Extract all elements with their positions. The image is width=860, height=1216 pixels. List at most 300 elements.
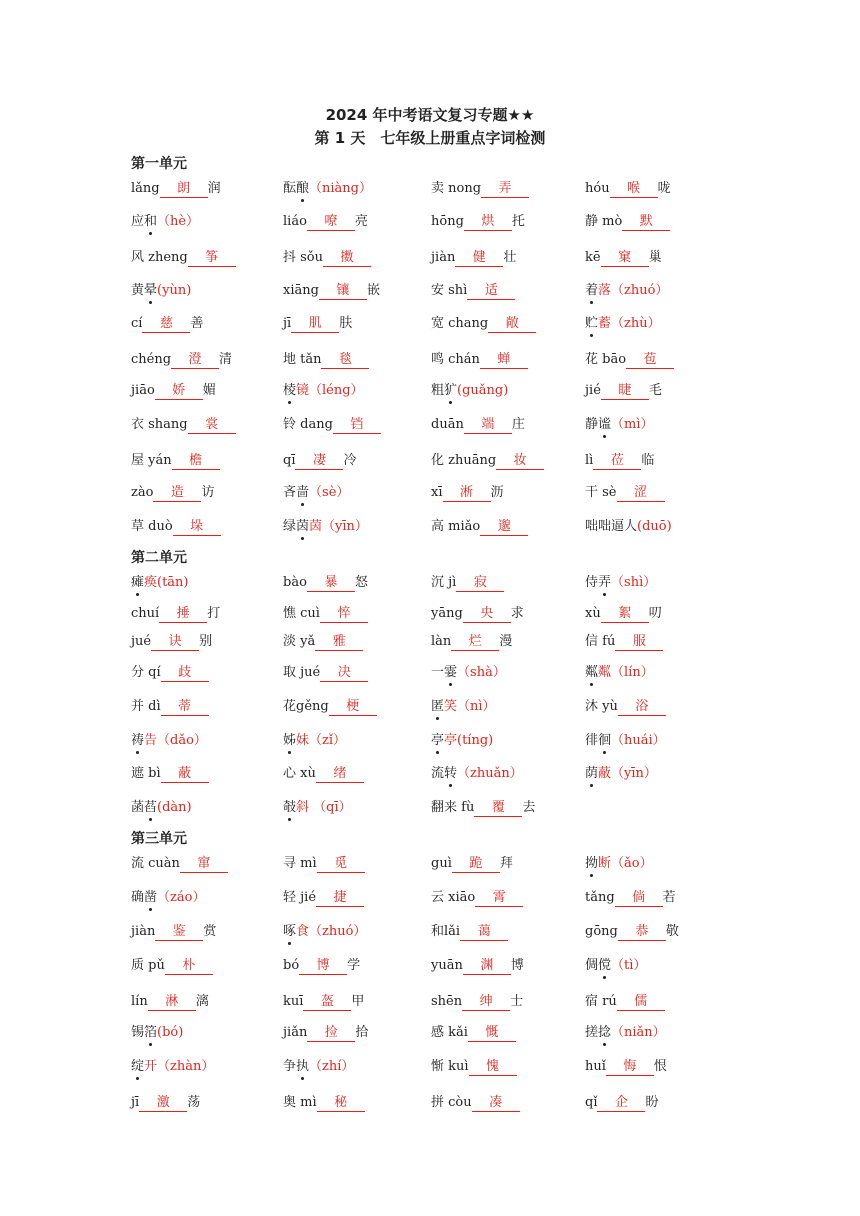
word-item <box>283 1092 365 1114</box>
word-item <box>131 696 209 718</box>
dotted-char: 姊 <box>283 730 296 752</box>
word-text: 媚 <box>202 383 216 398</box>
word-text: huǐ <box>585 1059 606 1074</box>
answer-blank: 喉 <box>610 180 658 198</box>
word-text: duān <box>431 417 464 432</box>
word-item <box>131 313 203 335</box>
pinyin-answer: (guǎng) <box>457 383 509 398</box>
word-item <box>131 211 199 233</box>
answer-blank: 檐 <box>172 452 220 470</box>
answer-blank: 端 <box>464 416 512 434</box>
word-item <box>431 763 523 785</box>
word-text: 漓 <box>195 994 209 1009</box>
word-row <box>0 572 860 594</box>
answer-blank: 弄 <box>481 180 529 198</box>
answer-blank: 鉴 <box>155 923 203 941</box>
word-text: 打 <box>207 606 221 621</box>
answer-blank: 铛 <box>333 416 381 434</box>
word-item <box>283 280 380 302</box>
word-row <box>0 1022 860 1044</box>
word-text: 和lǎi <box>431 924 461 939</box>
pinyin-answer: (duō) <box>637 519 672 534</box>
word-text: 分 qí <box>131 665 161 680</box>
answer-blank: 苞 <box>626 351 674 369</box>
answer-blank: 涩 <box>617 484 665 502</box>
word-text: 地 tǎn <box>283 352 322 367</box>
word-row <box>0 853 860 875</box>
word-text: 清 <box>219 352 233 367</box>
word-item <box>283 450 357 472</box>
word-text: 善 <box>190 316 204 331</box>
word-item <box>431 1056 517 1078</box>
section-heading: 第三单元 <box>131 831 187 847</box>
answer-blank: 儒 <box>617 993 665 1011</box>
word-item <box>131 662 209 684</box>
word-item <box>131 380 216 402</box>
pinyin-answer: 粼（lín） <box>598 665 654 680</box>
answer-blank: 服 <box>615 633 663 651</box>
dotted-char: 绽 <box>131 1056 144 1078</box>
word-text: jué <box>131 634 152 649</box>
section-heading: 第二单元 <box>131 550 187 566</box>
word-item <box>585 414 654 436</box>
word-row <box>0 516 860 538</box>
word-item <box>431 955 524 977</box>
word-text: lì <box>585 453 594 468</box>
answer-blank: 决 <box>320 664 368 682</box>
word-item <box>585 730 666 752</box>
word-text: 拼 còu <box>431 1095 472 1110</box>
word-text: 心 xù <box>283 766 316 781</box>
word-text: 博 <box>510 958 524 973</box>
word-text: 咄咄逼人 <box>585 519 638 534</box>
pinyin-answer: （zhí） <box>309 1059 355 1074</box>
word-item <box>131 414 236 436</box>
word-item <box>283 380 364 402</box>
word-item <box>431 730 493 752</box>
pinyin-answer: 断（ǎo） <box>598 856 653 871</box>
word-text: liáo <box>283 214 307 229</box>
word-text: lǎng <box>131 181 160 196</box>
word-item <box>131 763 209 785</box>
word-text: 惭 kuì <box>431 1059 469 1074</box>
word-text: 巢 <box>648 250 662 265</box>
answer-blank: 朴 <box>165 957 213 975</box>
answer-blank: 窠 <box>601 249 649 267</box>
dotted-char: 捻 <box>598 1022 611 1044</box>
word-item <box>431 414 525 436</box>
word-text: 铃 dang <box>283 417 333 432</box>
word-text: 花 bāo <box>585 352 627 367</box>
word-text: 肤 <box>339 316 353 331</box>
answer-blank: 邈 <box>480 518 528 536</box>
word-row <box>0 178 860 200</box>
word-text: 草 duò <box>131 519 173 534</box>
dotted-char: 瘫 <box>131 572 144 594</box>
word-text: 临 <box>641 453 655 468</box>
word-text: 黄 <box>131 283 145 298</box>
word-text: 壮 <box>503 250 517 265</box>
word-text: 赏 <box>203 924 217 939</box>
word-item <box>131 1022 183 1044</box>
word-text: tǎng <box>585 890 615 905</box>
word-item <box>585 631 663 653</box>
word-text: 沥 <box>490 485 504 500</box>
dotted-char: 着 <box>585 280 598 302</box>
word-text: 卖 nong <box>431 181 482 196</box>
word-text: 粗 <box>431 383 445 398</box>
word-item <box>585 955 646 977</box>
word-item <box>131 955 213 977</box>
word-item <box>585 763 657 785</box>
word-item <box>585 247 662 269</box>
pinyin-answer: （zhuǎn） <box>457 766 523 781</box>
word-text: hōng <box>431 214 464 229</box>
dotted-char: 执 <box>296 1056 309 1078</box>
word-row <box>0 1056 860 1078</box>
word-text: 鸣 chán <box>431 352 480 367</box>
word-item <box>283 955 360 977</box>
word-item <box>431 991 523 1013</box>
word-row <box>0 763 860 785</box>
word-item <box>431 631 512 653</box>
word-text: 淡 yǎ <box>283 634 316 649</box>
answer-blank: 淅 <box>443 484 491 502</box>
pinyin-answer: 妹（zǐ） <box>296 733 347 748</box>
pinyin-answer: 亭(tíng) <box>444 733 494 748</box>
dotted-char: 啄 <box>283 921 296 943</box>
word-item <box>131 247 236 269</box>
answer-blank: 窜 <box>180 855 228 873</box>
word-item <box>431 887 523 909</box>
answer-blank: 绅 <box>462 993 510 1011</box>
word-text: 托 <box>511 214 525 229</box>
pinyin-answer: 蓄（zhù） <box>598 316 661 331</box>
answer-blank: 捡 <box>307 1024 355 1042</box>
word-text: 咙 <box>657 181 671 196</box>
dotted-char: 霎 <box>444 662 457 684</box>
answer-blank: 敞 <box>488 315 536 333</box>
word-text: 衣 shang <box>131 417 188 432</box>
answer-blank: 肌 <box>291 315 339 333</box>
word-text: 盼 <box>645 1095 659 1110</box>
word-item <box>131 516 221 538</box>
word-item <box>431 380 508 402</box>
word-item <box>585 482 665 504</box>
answer-blank: 擞 <box>323 249 371 267</box>
word-item <box>131 921 216 943</box>
word-text: 怒 <box>354 575 368 590</box>
word-text: 润 <box>207 181 221 196</box>
word-item <box>431 572 504 594</box>
word-text: 别 <box>199 634 213 649</box>
word-row <box>0 955 860 977</box>
word-text: 安 shì <box>431 283 468 298</box>
dotted-char: 啬 <box>296 482 309 504</box>
word-item <box>131 1056 214 1078</box>
answer-blank: 霄 <box>475 889 523 907</box>
word-text: 静 mò <box>585 214 623 229</box>
word-item <box>131 280 191 302</box>
dotted-char: 转 <box>444 763 457 785</box>
word-text: kē <box>585 250 601 265</box>
word-item <box>585 696 666 718</box>
word-item <box>283 991 364 1013</box>
answer-blank: 絮 <box>601 605 649 623</box>
word-row <box>0 450 860 472</box>
word-item <box>431 1022 516 1044</box>
word-text: guì <box>431 856 452 871</box>
pinyin-answer: (bó) <box>157 1025 184 1040</box>
word-row <box>0 280 860 302</box>
word-row <box>0 662 860 684</box>
word-row <box>0 482 860 504</box>
pinyin-answer: （tì） <box>611 958 647 973</box>
word-item <box>585 887 676 909</box>
pinyin-answer: （sè） <box>309 485 350 500</box>
word-text: xī <box>431 485 443 500</box>
dotted-char: 徊 <box>598 730 611 752</box>
dotted-char: 傥 <box>598 955 611 977</box>
word-text: 倜 <box>585 958 599 973</box>
word-text: 流 <box>431 766 445 781</box>
word-item <box>283 1056 354 1078</box>
answer-blank: 蝉 <box>480 351 528 369</box>
word-text: jiàn <box>131 924 156 939</box>
word-text: 去 <box>522 800 536 815</box>
word-row <box>0 631 860 653</box>
dotted-char: 茵 <box>296 516 309 538</box>
dotted-char: 谧 <box>598 414 611 436</box>
answer-blank: 睫 <box>601 382 649 400</box>
word-text: 高 miǎo <box>431 519 481 534</box>
word-text: 甲 <box>351 994 365 1009</box>
word-text: 恨 <box>653 1059 667 1074</box>
word-item <box>585 662 654 684</box>
word-item <box>131 450 220 472</box>
pinyin-answer: 食（zhuó） <box>296 924 367 939</box>
answer-blank: 倘 <box>615 889 663 907</box>
answer-blank: 寂 <box>456 574 504 592</box>
word-row <box>0 603 860 625</box>
pinyin-answer: (yùn) <box>157 283 192 298</box>
word-item <box>585 603 662 625</box>
word-text: kuī <box>283 994 304 1009</box>
word-text: jiāo <box>131 383 155 398</box>
word-text: xiāng <box>283 283 319 298</box>
word-text: 若 <box>662 890 676 905</box>
word-text: 流 cuàn <box>131 856 180 871</box>
word-text: 冷 <box>343 453 357 468</box>
answer-blank: 娇 <box>155 382 203 400</box>
word-text: 云 xiāo <box>431 890 476 905</box>
answer-blank: 烂 <box>451 633 499 651</box>
answer-blank: 凄 <box>295 452 343 470</box>
word-item <box>283 313 352 335</box>
answer-blank: 恭 <box>618 923 666 941</box>
word-item <box>131 178 221 200</box>
pinyin-answer: （shà） <box>457 665 506 680</box>
word-item <box>131 853 228 875</box>
word-text: 确 <box>131 890 145 905</box>
pinyin-answer: （niàng） <box>309 181 373 196</box>
dotted-char: 拗 <box>585 853 598 875</box>
word-text: qǐ <box>585 1095 598 1110</box>
word-item <box>283 211 368 233</box>
word-text: 拜 <box>499 856 513 871</box>
word-item <box>585 349 674 371</box>
word-text: 干 sè <box>585 485 617 500</box>
word-text: 翻来 fù <box>431 800 475 815</box>
word-item <box>283 572 368 594</box>
word-text: yuān <box>431 958 463 973</box>
word-text: 花gěng <box>283 699 329 714</box>
word-item <box>431 662 506 684</box>
word-text: hóu <box>585 181 610 196</box>
word-text: jī <box>283 316 292 331</box>
word-text: 侍 <box>585 575 599 590</box>
answer-blank: 朗 <box>160 180 208 198</box>
word-text: shēn <box>431 994 463 1009</box>
word-text: 取 jué <box>283 665 321 680</box>
answer-blank: 莅 <box>593 452 641 470</box>
word-text: 漫 <box>499 634 513 649</box>
word-text: 学 <box>347 958 361 973</box>
word-text: jī <box>131 1095 140 1110</box>
answer-blank: 蔼 <box>460 923 508 941</box>
word-item <box>283 921 366 943</box>
word-item <box>283 178 372 200</box>
answer-blank: 慈 <box>142 315 190 333</box>
word-item <box>131 730 207 752</box>
word-item <box>585 572 656 594</box>
word-row <box>0 1092 860 1114</box>
word-item <box>131 887 205 909</box>
pinyin-answer: 告（dǎo） <box>144 733 207 748</box>
dotted-char: 和 <box>144 211 157 233</box>
word-item <box>283 662 368 684</box>
word-item <box>283 887 364 909</box>
word-item <box>431 797 535 819</box>
word-text: jié <box>585 383 601 398</box>
word-text: 宿 rú <box>585 994 617 1009</box>
word-text: 酝 <box>283 181 297 196</box>
pinyin-answer: (dàn) <box>157 800 192 815</box>
word-item <box>131 349 232 371</box>
answer-blank: 裳 <box>188 416 236 434</box>
word-item <box>585 380 662 402</box>
word-item <box>131 991 209 1013</box>
pinyin-answer: （shì） <box>611 575 657 590</box>
page-title: 2024 年中考语文复习专题★★ <box>325 106 535 124</box>
pinyin-answer: 笑（nì） <box>444 699 496 714</box>
word-item <box>431 247 516 269</box>
pinyin-answer: 痪(tān) <box>144 575 189 590</box>
answer-blank: 渊 <box>463 957 511 975</box>
word-item <box>283 696 377 718</box>
word-item <box>431 280 515 302</box>
answer-blank: 嘹 <box>307 213 355 231</box>
dotted-char: 攲 <box>283 797 296 819</box>
word-text: qī <box>283 453 296 468</box>
word-item <box>131 572 189 594</box>
word-item <box>283 247 371 269</box>
word-text: 化 zhuāng <box>431 453 497 468</box>
answer-blank: 激 <box>139 1094 187 1112</box>
word-item <box>131 603 220 625</box>
dotted-char: 酿 <box>296 178 309 200</box>
word-text: 沉 jì <box>431 575 457 590</box>
word-row <box>0 349 860 371</box>
word-text: xù <box>585 606 601 621</box>
dotted-char: 棱 <box>283 380 296 402</box>
word-row <box>0 211 860 233</box>
word-text: 拾 <box>355 1025 369 1040</box>
word-item <box>585 853 653 875</box>
answer-blank: 镶 <box>319 282 367 300</box>
word-row <box>0 730 860 752</box>
word-text: 并 dì <box>131 699 161 714</box>
word-item <box>431 178 529 200</box>
dotted-char: 祷 <box>131 730 144 752</box>
word-text: 叨 <box>648 606 662 621</box>
word-item <box>283 797 352 819</box>
answer-blank: 央 <box>463 605 511 623</box>
word-text: 求 <box>510 606 524 621</box>
answer-blank: 浴 <box>618 698 666 716</box>
answer-blank: 默 <box>622 213 670 231</box>
word-text: zào <box>131 485 154 500</box>
word-row <box>0 247 860 269</box>
word-text: 敬 <box>665 924 679 939</box>
word-text: 沐 yù <box>585 699 618 714</box>
word-text: 菡 <box>131 800 145 815</box>
dotted-char: 凿 <box>144 887 157 909</box>
answer-blank: 适 <box>467 282 515 300</box>
answer-blank: 筝 <box>188 249 236 267</box>
answer-blank: 捶 <box>159 605 207 623</box>
word-row <box>0 797 860 819</box>
word-item <box>283 349 369 371</box>
pinyin-answer: （huái） <box>611 733 666 748</box>
word-text: 徘 <box>585 733 599 748</box>
word-item <box>131 797 192 819</box>
dotted-char: 萏 <box>144 797 157 819</box>
word-item <box>431 516 528 538</box>
word-item <box>283 853 365 875</box>
answer-blank: 烘 <box>464 213 512 231</box>
word-item <box>283 631 363 653</box>
answer-blank: 梗 <box>329 698 377 716</box>
word-row <box>0 696 860 718</box>
word-text: 轻 jié <box>283 890 317 905</box>
word-text: 嵌 <box>366 283 380 298</box>
word-item <box>431 450 544 472</box>
answer-blank: 盔 <box>303 993 351 1011</box>
page-subtitle: 第 1 天 七年级上册重点字词检测 <box>314 129 546 147</box>
word-item <box>431 482 504 504</box>
answer-blank: 蒂 <box>161 698 209 716</box>
pinyin-answer: （mì） <box>611 417 654 432</box>
dotted-char: 匿 <box>431 696 444 718</box>
word-text: 寻 mì <box>283 856 317 871</box>
word-text: 憔 cuì <box>283 606 320 621</box>
word-text: 应 <box>131 214 145 229</box>
word-text: 争 <box>283 1059 297 1074</box>
answer-blank: 毯 <box>321 351 369 369</box>
answer-blank: 淋 <box>148 993 196 1011</box>
word-text: 风 zheng <box>131 250 188 265</box>
